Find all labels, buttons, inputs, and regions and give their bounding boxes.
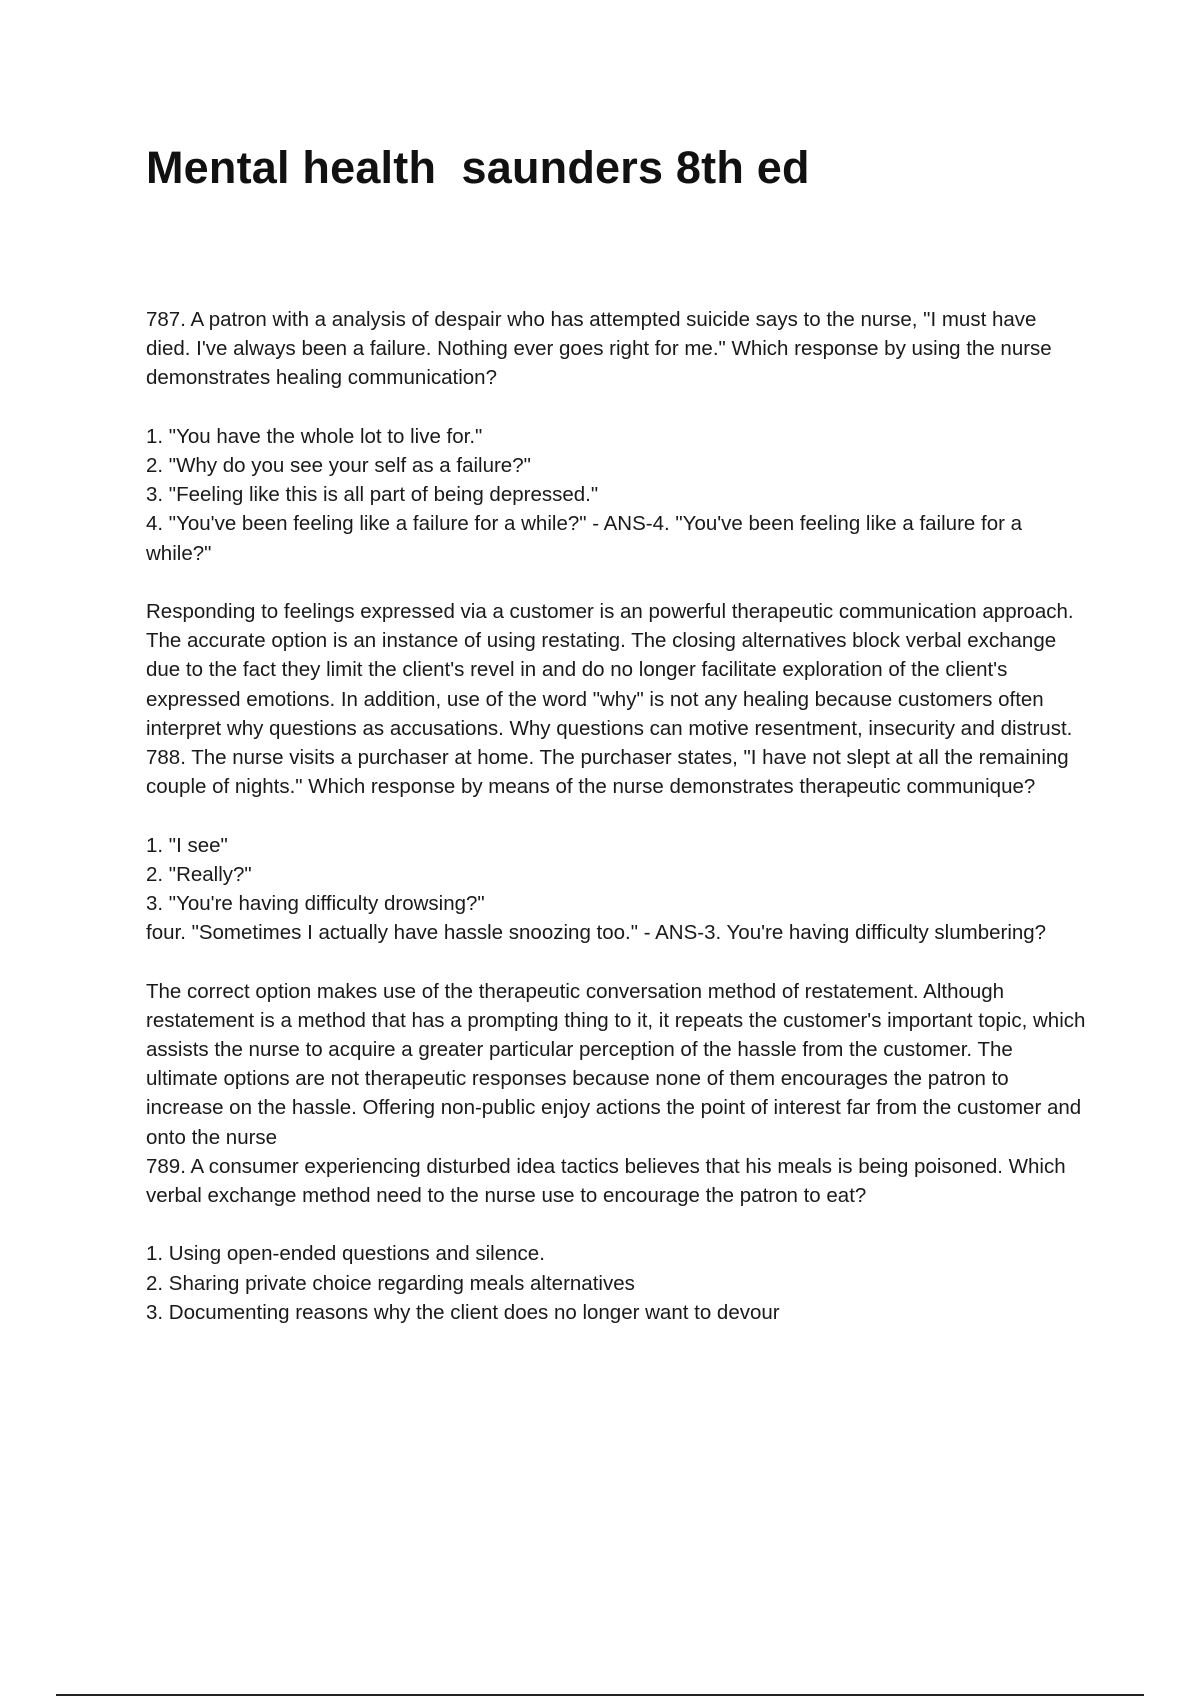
question-788-text: 788. The nurse visits a purchaser at home. The purchaser states, "I have not slept at all the remaining couple of nights." Which response by means of the nurse demonstrates therapeutic communique? bbox=[146, 746, 1069, 799]
question-787-option-1: 1. "You have the whole lot to live for." bbox=[146, 424, 483, 448]
question-789-text: 789. A consumer experiencing disturbed idea tactics believes that his meals is being poisoned. Which verbal exchange method need to the nurse use to encourage the patron to eat? bbox=[146, 1154, 1066, 1208]
page-bottom-divider bbox=[56, 1694, 1144, 1696]
document-body bbox=[146, 305, 1086, 1327]
question-789-option-3: 3. Documenting reasons why the client does no longer want to devour bbox=[146, 1300, 780, 1324]
question-788-option-3: 3. "You're having difficulty drowsing?" bbox=[146, 892, 485, 916]
question-787-option-2: 2. "Why do you see your self as a failure?" bbox=[146, 454, 531, 477]
document-title: Mental health saunders 8th ed bbox=[146, 142, 810, 193]
question-787-option-4-answer: 4. "You've been feeling like a failure for a while?" - ANS-4. "You've been feeling like a failure for a while?" bbox=[146, 512, 1023, 565]
question-788-option-1: 1. "I see" bbox=[146, 833, 228, 857]
question-788-rationale: The correct option makes use of the therapeutic conversation method of restatement. Although restatement is a method that has a prompting thing to it, it repeats the customer's important topic, which assists the nurse to acquire a greater particular perception of the hassle from the customer. The ultimate options are not therapeutic responses because none of them encourages the patron to increase on the hassle. Offering non-public enjoy actions the point of interest far from the customer and onto the nurse bbox=[146, 979, 1086, 1149]
question-789-option-1: 1. Using open-ended questions and silence. bbox=[146, 1242, 545, 1266]
question-787-option-3: 3. "Feeling like this is all part of being depressed." bbox=[146, 483, 599, 507]
question-787-text: 787. A patron with a analysis of despair who has attempted suicide says to the nurse, "I must have died. I've always been a failure. Nothing ever goes right for me." Which response by using the nurse demonstrates healing communication? bbox=[146, 308, 1052, 390]
question-789-option-2: 2. Sharing private choice regarding meals alternatives bbox=[146, 1271, 635, 1295]
question-787-rationale: Responding to feelings expressed via a customer is an powerful therapeutic communication approach. The accurate option is an instance of using restating. The closing alternatives block verbal exchange due to the fact they limit the client's revel in and do no longer facilitate exploration of the client's expressed emotions. In addition, use of the word "why" is not any healing because customers often interpret why questions as accusations. Why questions can motive resentment, insecurity and distrust. bbox=[146, 600, 1074, 740]
question-788-option-4-answer: four. "Sometimes I actually have hassle snoozing too." - ANS-3. You're having difficulty slumbering? bbox=[146, 921, 1047, 945]
question-788-option-2: 2. "Really?" bbox=[146, 862, 252, 886]
